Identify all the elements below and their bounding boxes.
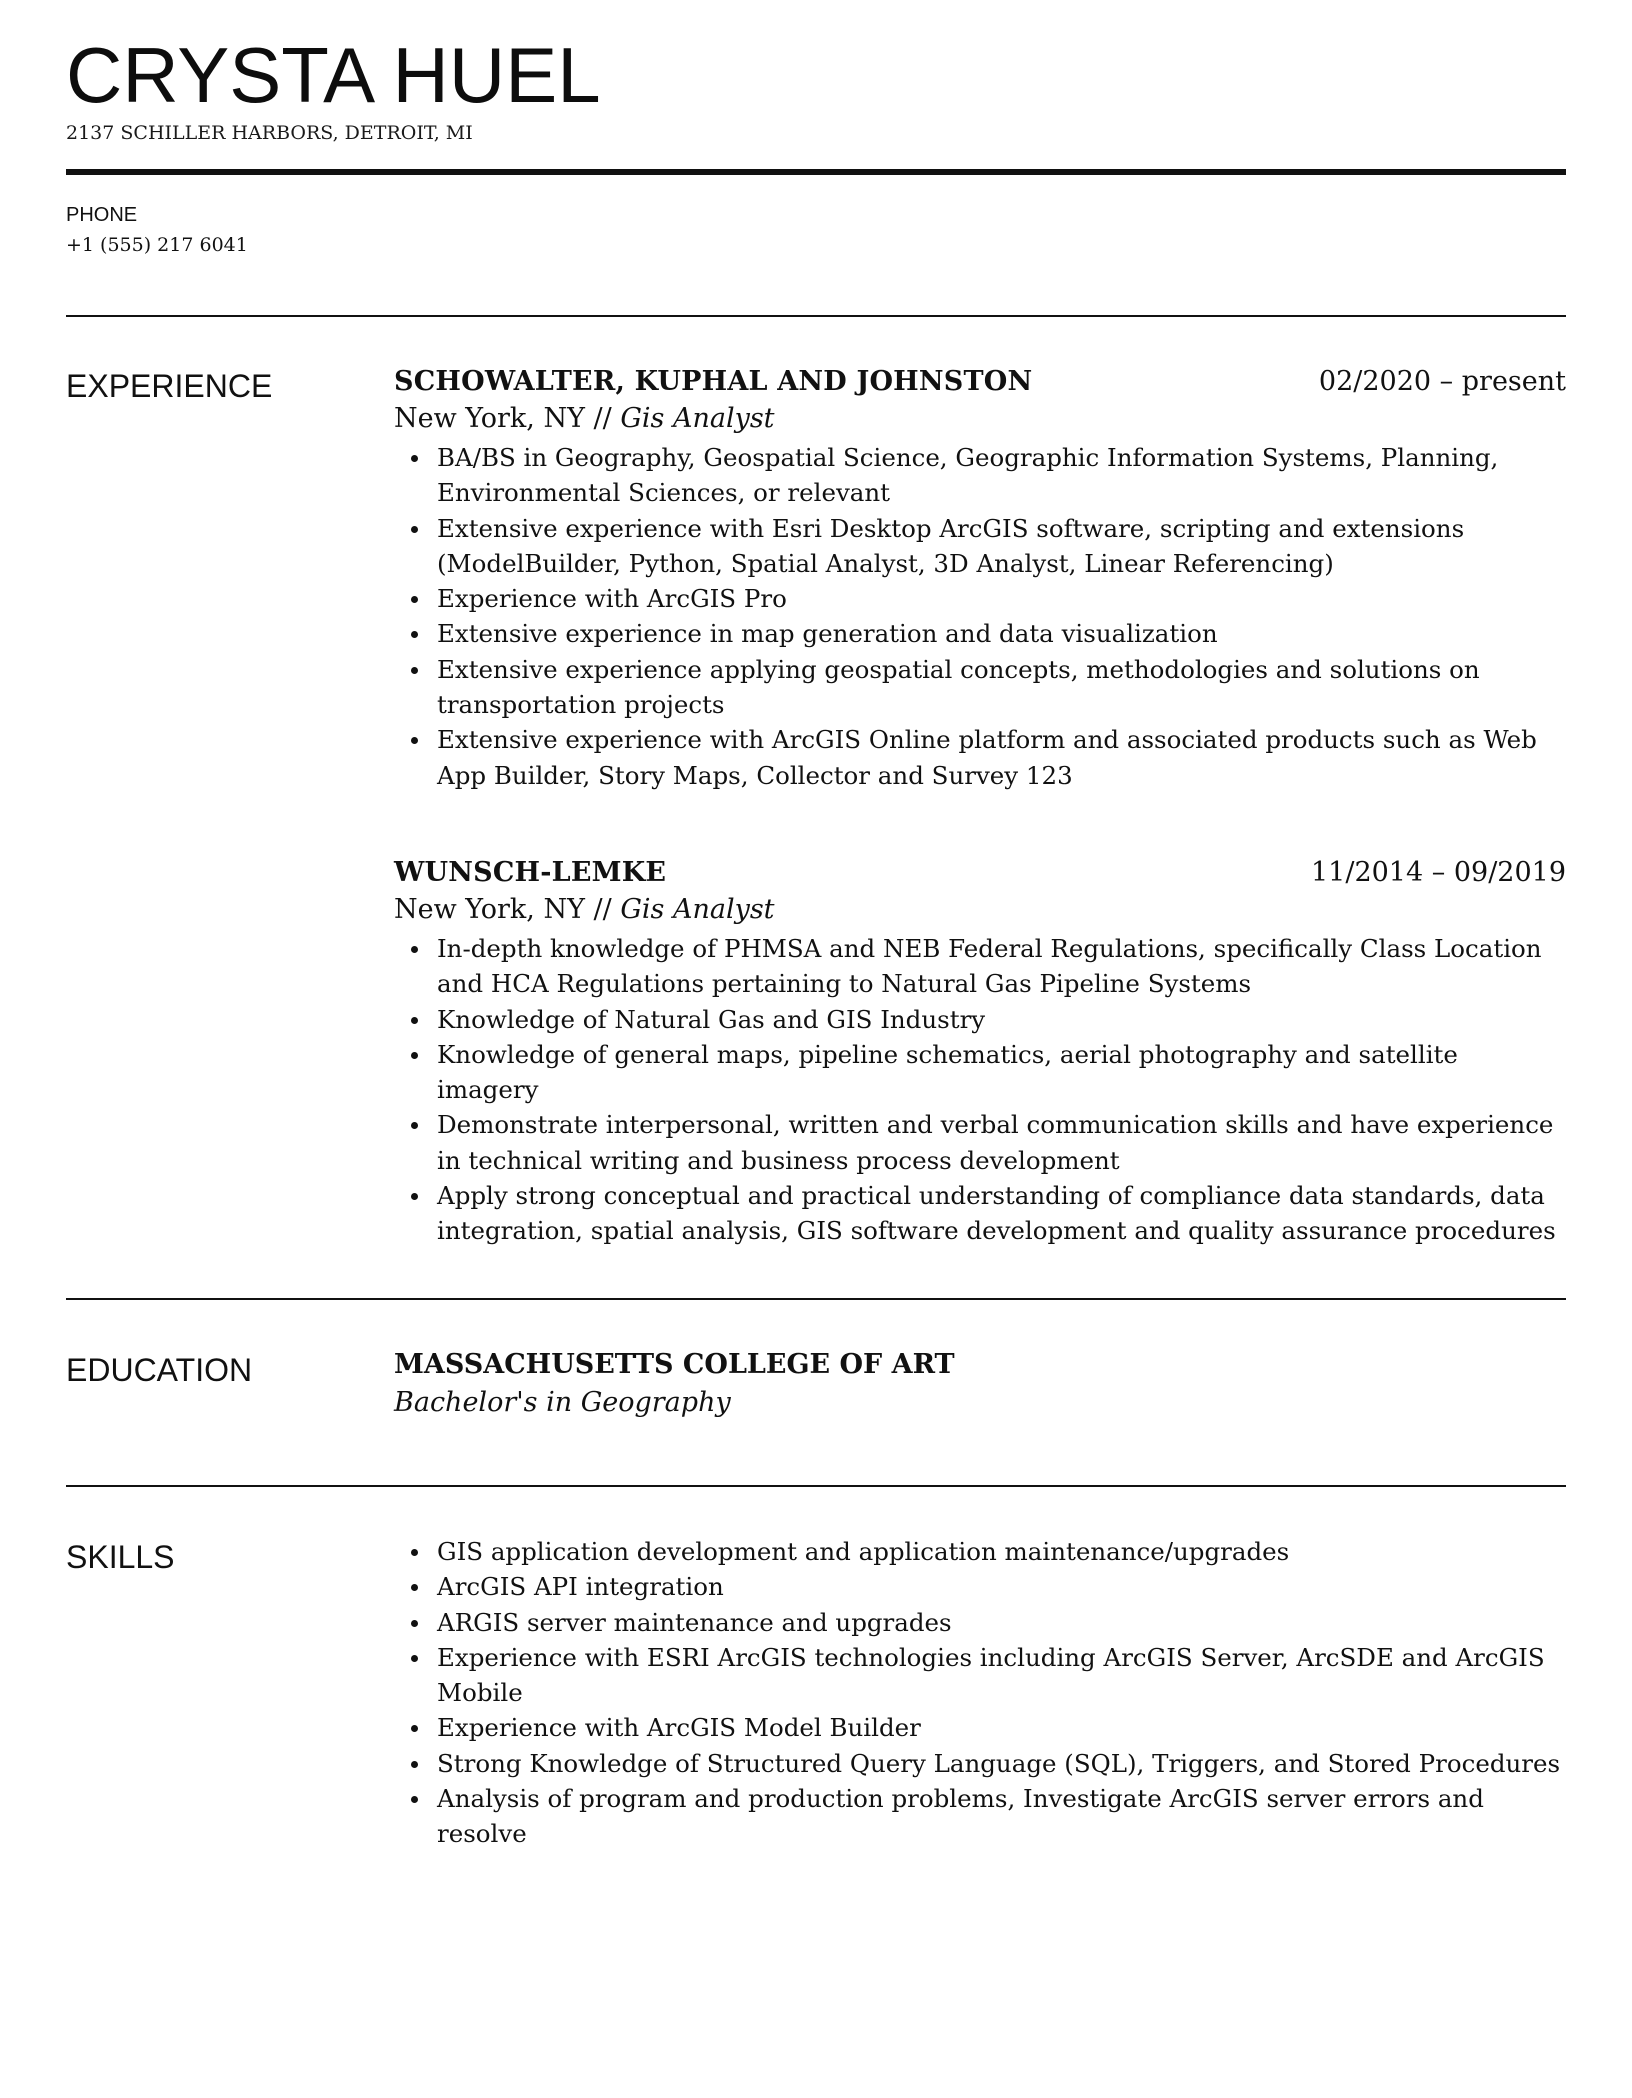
list-item: Analysis of program and production problems, Investigate ArcGIS server errors and resolve — [437, 1781, 1566, 1852]
list-item: Extensive experience applying geospatial concepts, methodologies and solutions on transportation projects — [437, 652, 1566, 723]
list-item: ArcGIS API integration — [437, 1569, 1566, 1604]
list-item: Extensive experience with ArcGIS Online platform and associated products such as Web App Builder, Story Maps, Collector and Survey 123 — [437, 722, 1566, 793]
education-section — [394, 1347, 1566, 1423]
experience-section — [394, 364, 1566, 1249]
list-item: Extensive experience in map generation and data visualization — [437, 616, 1566, 651]
section-divider — [66, 1298, 1566, 1300]
degree: Bachelor's in Geography — [394, 1387, 731, 1418]
list-item: Extensive experience with Esri Desktop ArcGIS software, scripting and extensions (ModelBuilder, Python, Spatial Analyst, 3D Analyst, Linear Referencing) — [437, 511, 1566, 582]
job-bullets — [394, 931, 1566, 1249]
job-location: New York, NY — [394, 893, 585, 925]
candidate-name: CRYSTA HUEL — [66, 31, 601, 119]
job-entry — [394, 364, 1566, 793]
job-header — [394, 855, 1566, 891]
separator: // — [593, 893, 612, 925]
list-item: ARGIS server maintenance and upgrades — [437, 1605, 1566, 1640]
phone-label: PHONE — [66, 204, 138, 226]
list-item: Experience with ESRI ArcGIS technologies including ArcGIS Server, ArcSDE and ArcGIS Mobile — [437, 1640, 1566, 1711]
job-dates: 11/2014 – 09/2019 — [1311, 856, 1566, 888]
list-item: Knowledge of Natural Gas and GIS Industry — [437, 1002, 1566, 1037]
job-location: New York, NY — [394, 403, 585, 434]
school-name: MASSACHUSETTS COLLEGE OF ART — [394, 1349, 955, 1380]
phone-number: +1 (555) 217 6041 — [66, 234, 248, 256]
list-item: In-depth knowledge of PHMSA and NEB Federal Regulations, specifically Class Location and HCA Regulations pertaining to Natural Gas Pipeline Systems — [437, 931, 1566, 1002]
education-heading: EDUCATION — [66, 1352, 253, 1388]
section-divider — [66, 1485, 1566, 1487]
job-entry — [394, 855, 1566, 1249]
list-item: Knowledge of general maps, pipeline schematics, aerial photography and satellite imagery — [437, 1037, 1566, 1108]
company-name: SCHOWALTER, KUPHAL AND JOHNSTON — [394, 366, 1033, 397]
job-header — [394, 364, 1566, 400]
job-role: Gis Analyst — [620, 893, 775, 925]
job-location-role — [394, 891, 1566, 929]
list-item: Experience with ArcGIS Model Builder — [437, 1710, 1566, 1745]
job-bullets — [394, 440, 1566, 793]
separator: // — [593, 403, 612, 434]
job-location-role — [394, 400, 1566, 438]
list-item: Experience with ArcGIS Pro — [437, 581, 1566, 616]
company-name: WUNSCH-LEMKE — [394, 856, 667, 888]
list-item: Apply strong conceptual and practical understanding of compliance data standards, data integration, spatial analysis, GIS software development and quality assurance procedures — [437, 1178, 1566, 1249]
address: 2137 SCHILLER HARBORS, DETROIT, MI — [66, 122, 473, 144]
section-divider — [66, 315, 1566, 317]
header-divider — [66, 169, 1566, 175]
skills-section — [394, 1534, 1566, 1852]
job-role: Gis Analyst — [620, 403, 775, 434]
skills-list — [394, 1534, 1566, 1852]
skills-heading: SKILLS — [66, 1539, 175, 1575]
experience-heading: EXPERIENCE — [66, 368, 273, 404]
list-item: Strong Knowledge of Structured Query Language (SQL), Triggers, and Stored Procedures — [437, 1746, 1566, 1781]
job-dates: 02/2020 – present — [1318, 366, 1566, 397]
list-item: Demonstrate interpersonal, written and verbal communication skills and have experience in technical writing and business process development — [437, 1107, 1566, 1178]
list-item: BA/BS in Geography, Geospatial Science, Geographic Information Systems, Planning, Environmental Sciences, or relevant — [437, 440, 1566, 511]
list-item: GIS application development and application maintenance/upgrades — [437, 1534, 1566, 1569]
